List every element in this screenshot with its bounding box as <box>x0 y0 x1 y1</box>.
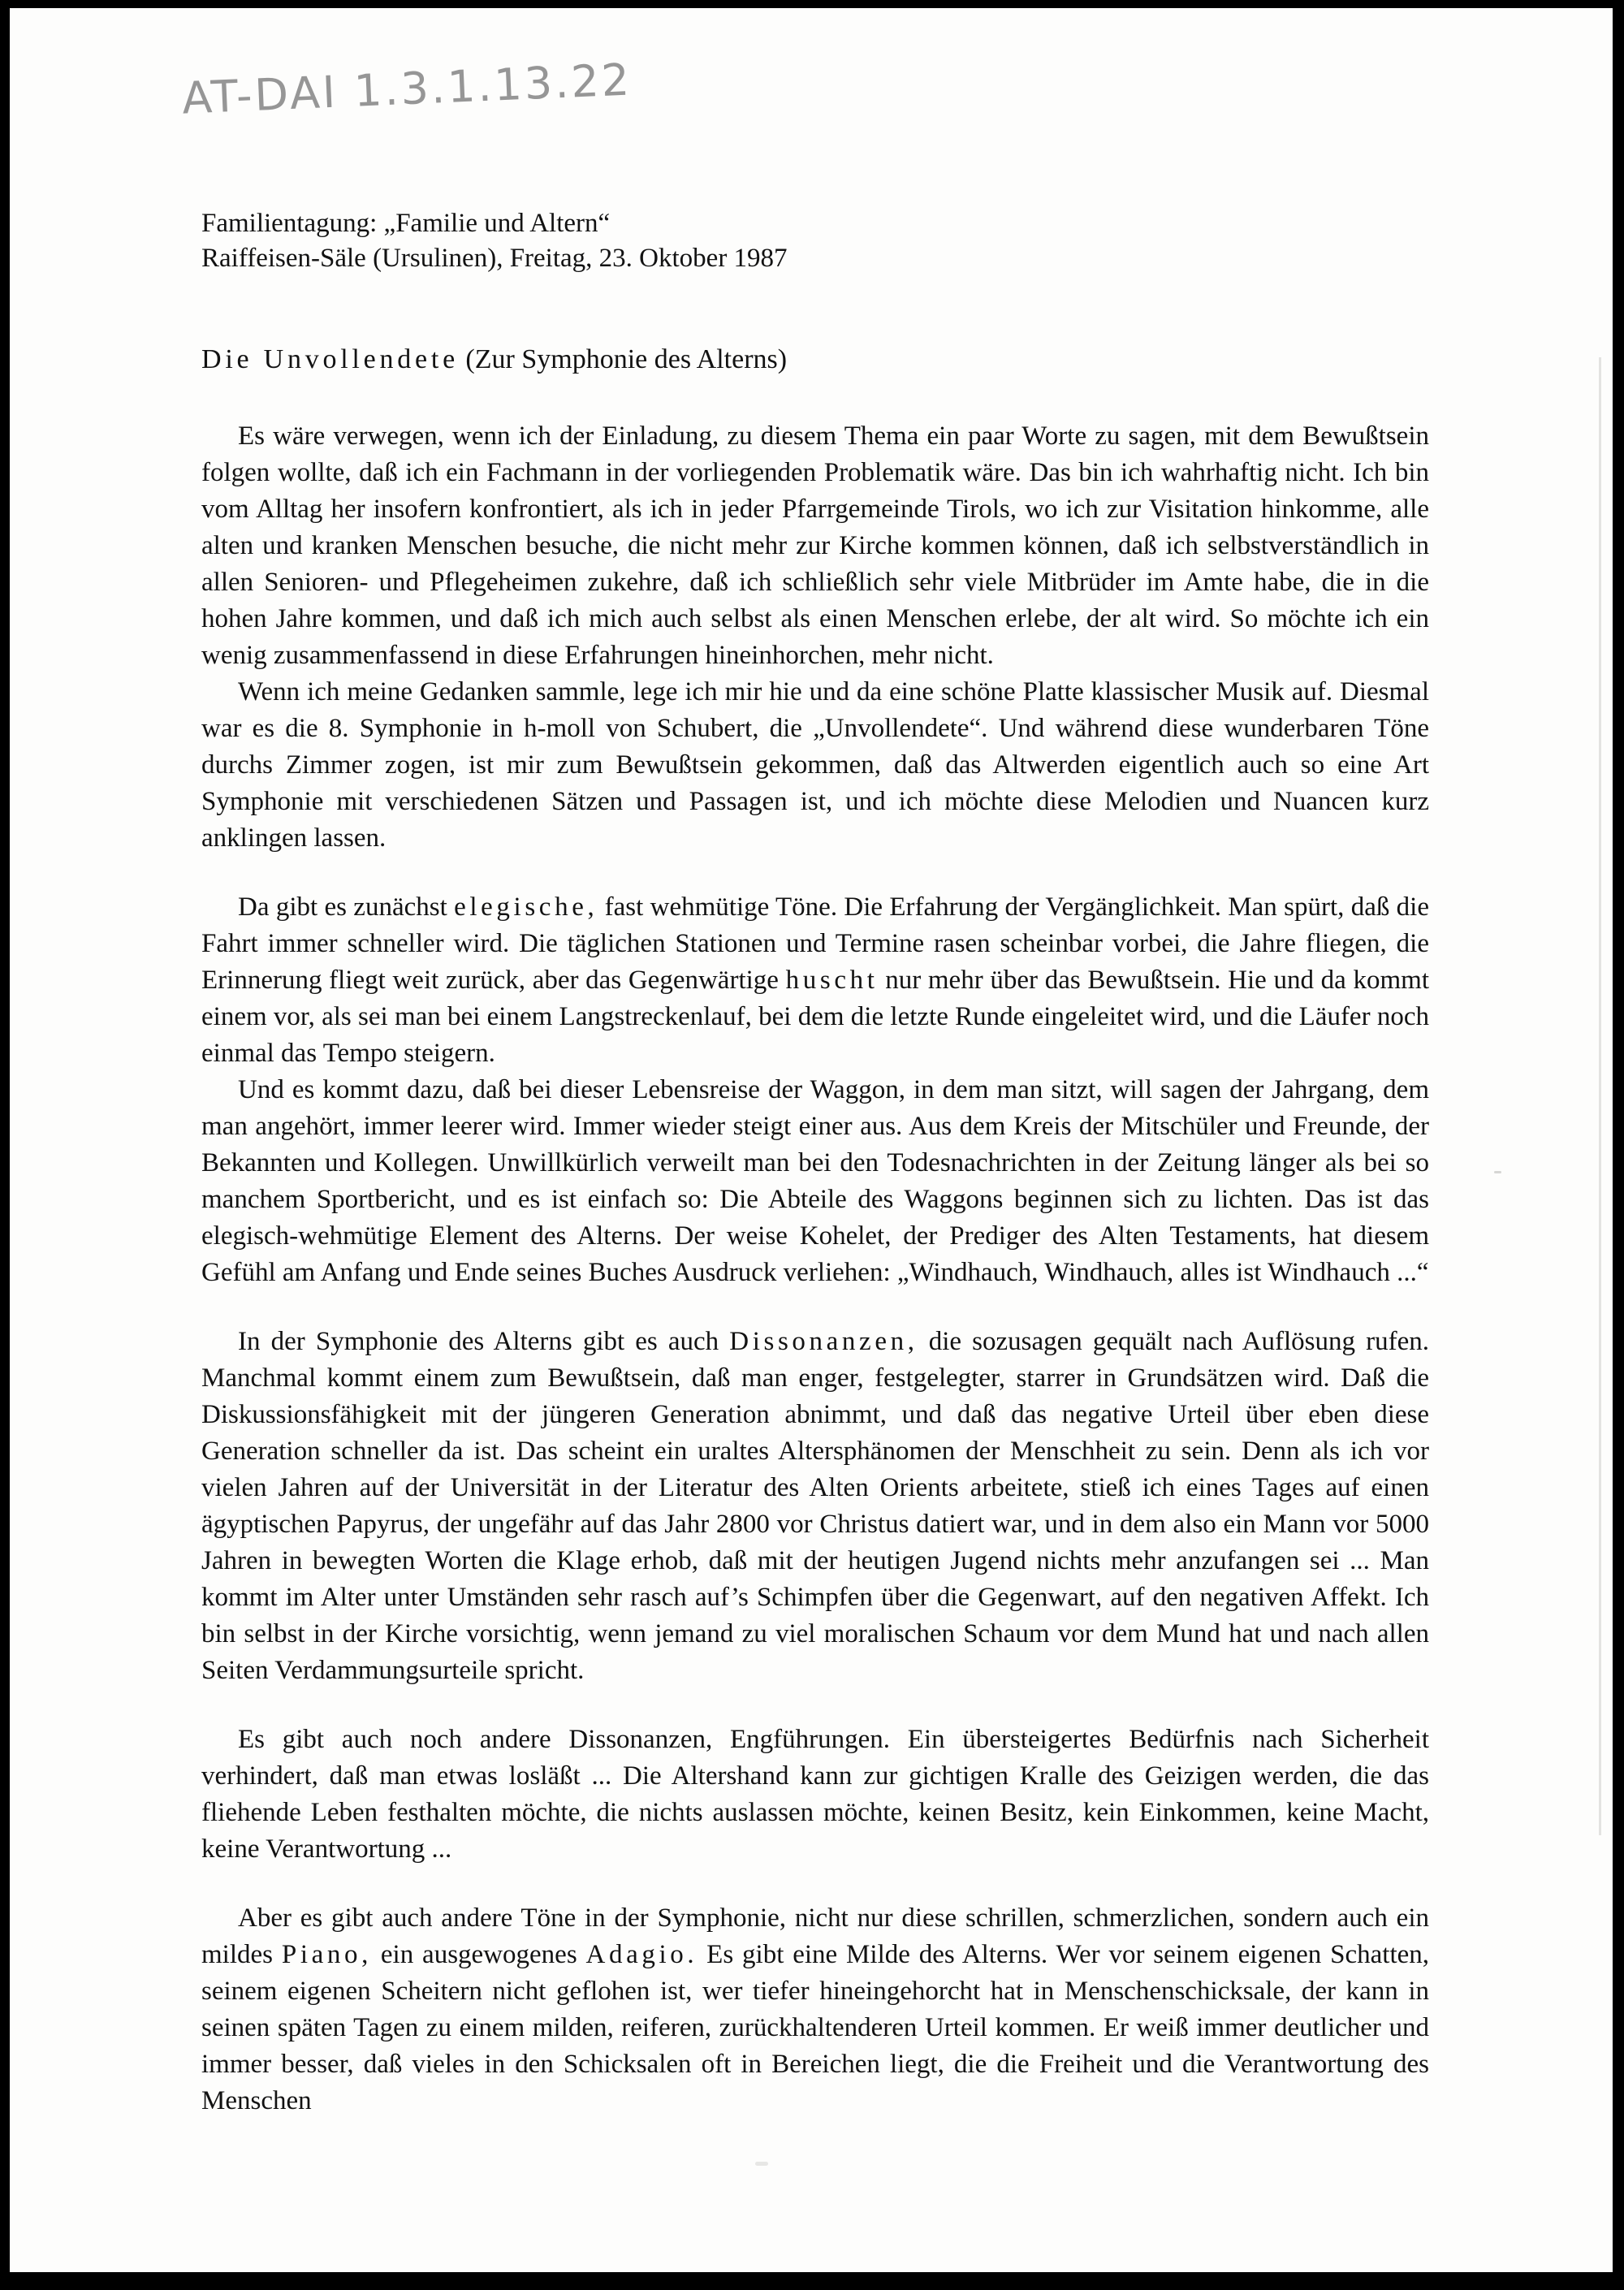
archival-reference-annotation: AT-DAI 1.3.1.13.22 <box>180 54 633 124</box>
paragraph <box>201 418 1429 674</box>
scan-artifact <box>755 2162 768 2166</box>
paragraph <box>201 1722 1429 1868</box>
body-text: Es gibt eine Milde des Alterns. Wer vor seinem eigenen Schatten, seinem eigenen Scheitern nicht geflohen ist, wer tiefer hineingehorcht hat in Menschenschicksale, der kann in seinen späten Tagen zu einem milden, reiferen, zurückhaltenderen Urteil kommen. Er weiß immer deutlicher und immer besser, daß vieles in den Schicksalen oft in Bereichen liegt, die die Freiheit und die Verantwortung des Menschen <box>201 1940 1430 2115</box>
emphasized-text: Piano, <box>281 1940 373 1969</box>
venue-date-line: Raiffeisen-Säle (Ursulinen), Freitag, 23. Oktober 1987 <box>201 244 788 273</box>
paragraph <box>201 1900 1429 2119</box>
document-title-subtitle: (Zur Symphonie des Alterns) <box>458 344 788 374</box>
body-paragraphs <box>201 418 1429 2119</box>
body-text: Es wäre verwegen, wenn ich der Einladung, zu diesem Thema ein paar Worte zu sagen, mit dem Bewußtsein folgen wollte, daß ich ein Fachmann in der vorliegenden Problematik wäre. Das bin ich wahrhaftig nicht. Ich bin vom Alltag her insofern konfrontiert, als ich in jeder Pfarrgemeinde Tirols, wo ich zur Visitation hinkomme, alle alten und kranken Menschen besuche, die nicht mehr zur Kirche kommen können, daß ich selbstverständlich in allen Senioren- und Pflegeheimen zukehre, daß ich schließlich sehr viele Mitbrüder im Amte habe, die in die hohen Jahre kommen, und daß ich mich auch selbst als einen Menschen erlebe, der alt wird. So möchte ich ein wenig zusammenfassend in diese Erfahrungen hineinhorchen, mehr nicht. <box>201 421 1429 670</box>
event-title-line: Familientagung: „Familie und Altern“ <box>201 209 611 238</box>
scan-edge-shadow <box>1599 357 1601 1835</box>
body-text: Es gibt auch noch andere Dissonanzen, Engführungen. Ein übersteigertes Bedürfnis nach Sicherheit verhindert, daß man etwas losläßt ... Die Altershand kann zur gichtigen Kralle des Geizigen werden, die das fliehende Leben festhalten möchte, die nichts auslassen möchte, keinen Besitz, kein Einkommen, keine Macht, keine Verantwortung ... <box>201 1725 1429 1864</box>
header-block <box>201 206 1429 276</box>
document-title <box>201 341 1429 378</box>
emphasized-text: elegische, <box>454 892 598 922</box>
document-title-main: Die Unvollendete <box>201 344 459 374</box>
paragraph <box>201 1324 1429 1689</box>
paragraph <box>201 1072 1429 1291</box>
body-text: fast wehmütige Töne. Die Erfahrung der Vergänglichkeit. Man spürt, daß die Fahrt immer schneller wird. Die täglichen Stationen und Termine rasen scheinbar vorbei, die Jahre fliegen, die Erinnerung fliegt weit zurück, aber das Gegenwärtige <box>201 892 1429 995</box>
scan-artifact <box>1494 1171 1501 1173</box>
emphasized-text: huscht <box>785 966 879 995</box>
body-text: ein ausgewogenes <box>372 1940 586 1969</box>
body-text: Aber es gibt auch andere Töne in der Symphonie, nicht nur diese schrillen, schmerzlichen, sondern auch ein mildes <box>201 1903 1429 1969</box>
paragraph <box>201 674 1429 857</box>
body-text: Wenn ich meine Gedanken sammle, lege ich mir hie und da eine schöne Platte klassischer Musik auf. Diesmal war es die 8. Symphonie in h-moll von Schubert, die „Unvollendete“. Und während diese wunderbaren Töne durchs Zimmer zogen, ist mir zum Bewußtsein gekommen, daß das Altwerden eigentlich auch so eine Art Symphonie mit verschiedenen Sätzen und Passagen ist, und ich möchte diese Melodien und Nuancen kurz anklingen lassen. <box>201 677 1429 853</box>
body-text: Da gibt es zunächst <box>238 892 455 922</box>
body-text: die sozusagen gequält nach Auflösung rufen. Manchmal kommt einem zum Bewußtsein, daß man enger, festgelegter, starrer in Grundsätzen wird. Daß die Diskussionsfähigkeit mit der jüngeren Generation abnimmt, und daß das negative Urteil über eben diese Generation schneller da ist. Das scheint ein uraltes Altersphänomen der Menschheit zu sein. Denn als ich vor vielen Jahren auf der Universität in der Literatur des Alten Orients arbeitete, stieß ich eines Tages auf einen ägyptischen Papyrus, der ungefähr auf das Jahr 2800 vor Christus datiert war, und in dem also ein Mann vor 5000 Jahren in bewegten Worten die Klage erhob, daß mit der heutigen Jugend nichts mehr anzufangen sei ... Man kommt im Alter unter Umständen sehr rasch auf’s Schimpfen über die Gegenwart, auf den negativen Affekt. Ich bin selbst in der Kirche vorsichtig, wenn jemand zu viel moralischen Schaum vor dem Mund hat und nach allen Seiten Verdammungsurteile spricht. <box>201 1327 1429 1685</box>
body-text: nur mehr über das Bewußtsein. Hie und da kommt einem vor, als sei man bei einem Langstreckenlauf, bei dem die letzte Runde eingeleitet wird, und die Läufer noch einmal das Tempo steigern. <box>201 966 1429 1068</box>
body-text: Und es kommt dazu, daß bei dieser Lebensreise der Waggon, in dem man sitzt, will sagen der Jahrgang, dem man angehört, immer leerer wird. Immer wieder steigt einer aus. Aus dem Kreis der Mitschüler und Freunde, der Bekannten und Kollegen. Unwillkürlich verweilt man bei den Todesnachrichten in der Zeitung länger als bei so manchem Sportbericht, und es ist einfach so: Die Abteile des Waggons beginnen sich zu lichten. Das ist das elegisch-wehmütige Element des Alterns. Der weise Kohelet, der Prediger des Alten Testaments, hat diesem Gefühl am Anfang und Ende seines Buches Ausdruck verliehen: „Windhauch, Windhauch, alles ist Windhauch ...“ <box>201 1075 1429 1287</box>
body-text: In der Symphonie des Alterns gibt es auch <box>238 1327 730 1356</box>
page-content <box>201 8 1429 2119</box>
paragraph <box>201 889 1429 1072</box>
emphasized-text: Dissonanzen, <box>729 1327 918 1356</box>
emphasized-text: Adagio. <box>585 1940 698 1969</box>
scanned-page <box>10 8 1613 2272</box>
